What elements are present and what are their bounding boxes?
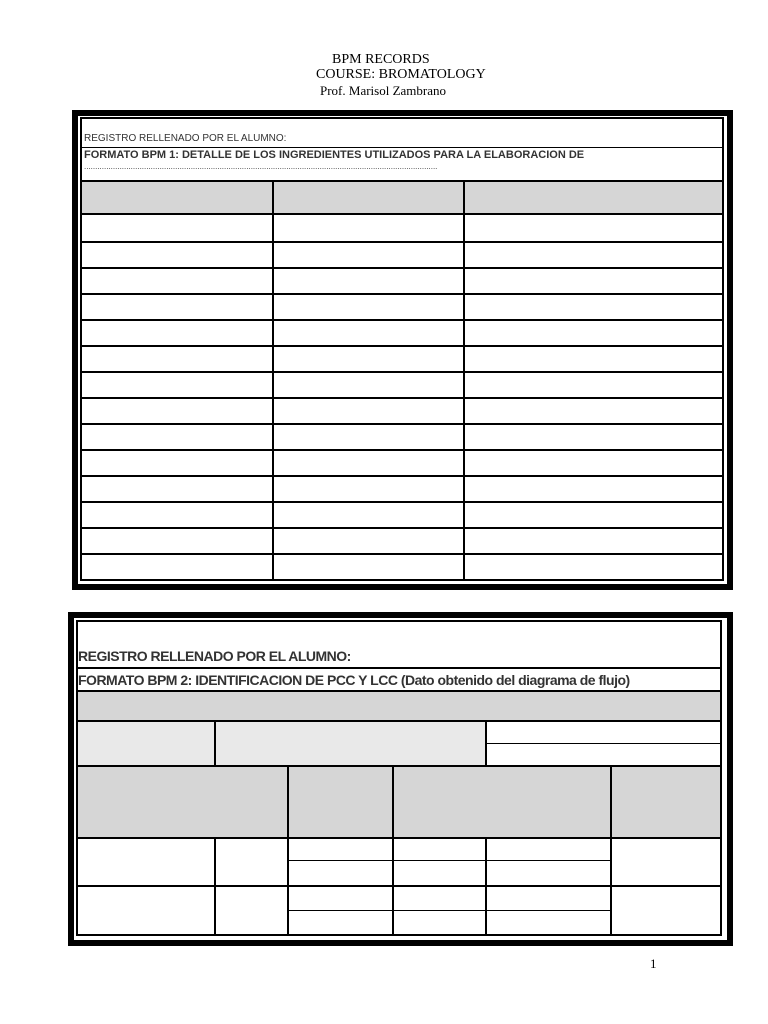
- bpm1-row-line: [80, 501, 724, 503]
- bpm1-row-line: [80, 319, 724, 321]
- bpm1-row-line: [80, 267, 724, 269]
- bpm1-row-line: [80, 345, 724, 347]
- bpm2-group-header-left: [78, 722, 214, 766]
- bpm1-title: FORMATO BPM 1: DETALLE DE LOS INGREDIENTES UTILIZADOS PARA LA ELABORACION DE: [84, 149, 585, 161]
- bpm1-row-line: [80, 553, 724, 555]
- bpm2-section-band: [78, 692, 720, 720]
- course-name: COURSE: BROMATOLOGY: [316, 67, 486, 82]
- bpm1-row-line: [80, 241, 724, 243]
- bpm1-blank-line: ...............................................................................................................................................................: [84, 162, 438, 171]
- bpm2-group-header-middle: [216, 722, 485, 766]
- document-title: BPM RECORDS: [332, 52, 430, 67]
- bpm1-row-line: [80, 371, 724, 373]
- bpm1-row-line: [80, 475, 724, 477]
- bpm1-filled-by-label: REGISTRO RELLENADO POR EL ALUMNO:: [84, 133, 287, 144]
- bpm2-column-header-row: [78, 767, 720, 837]
- bpm2-title: [78, 672, 630, 688]
- bpm1-row-line: [80, 397, 724, 399]
- professor-name: Prof. Marisol Zambrano: [320, 83, 447, 98]
- bpm1-header-row: [82, 182, 722, 213]
- bpm1-row-line: [80, 293, 724, 295]
- bpm2-title-main: FORMATO BPM 2: IDENTIFICACION DE PCC Y LCC: [78, 672, 398, 688]
- bpm1-row-line: [80, 423, 724, 425]
- page-number: 1: [650, 956, 657, 971]
- bpm2-title-note: (Dato obtenido del diagrama de flujo): [400, 672, 630, 688]
- bpm1-row-line: [80, 449, 724, 451]
- bpm1-row-line: [80, 527, 724, 529]
- bpm2-filled-by-label: REGISTRO RELLENADO POR EL ALUMNO:: [78, 648, 351, 664]
